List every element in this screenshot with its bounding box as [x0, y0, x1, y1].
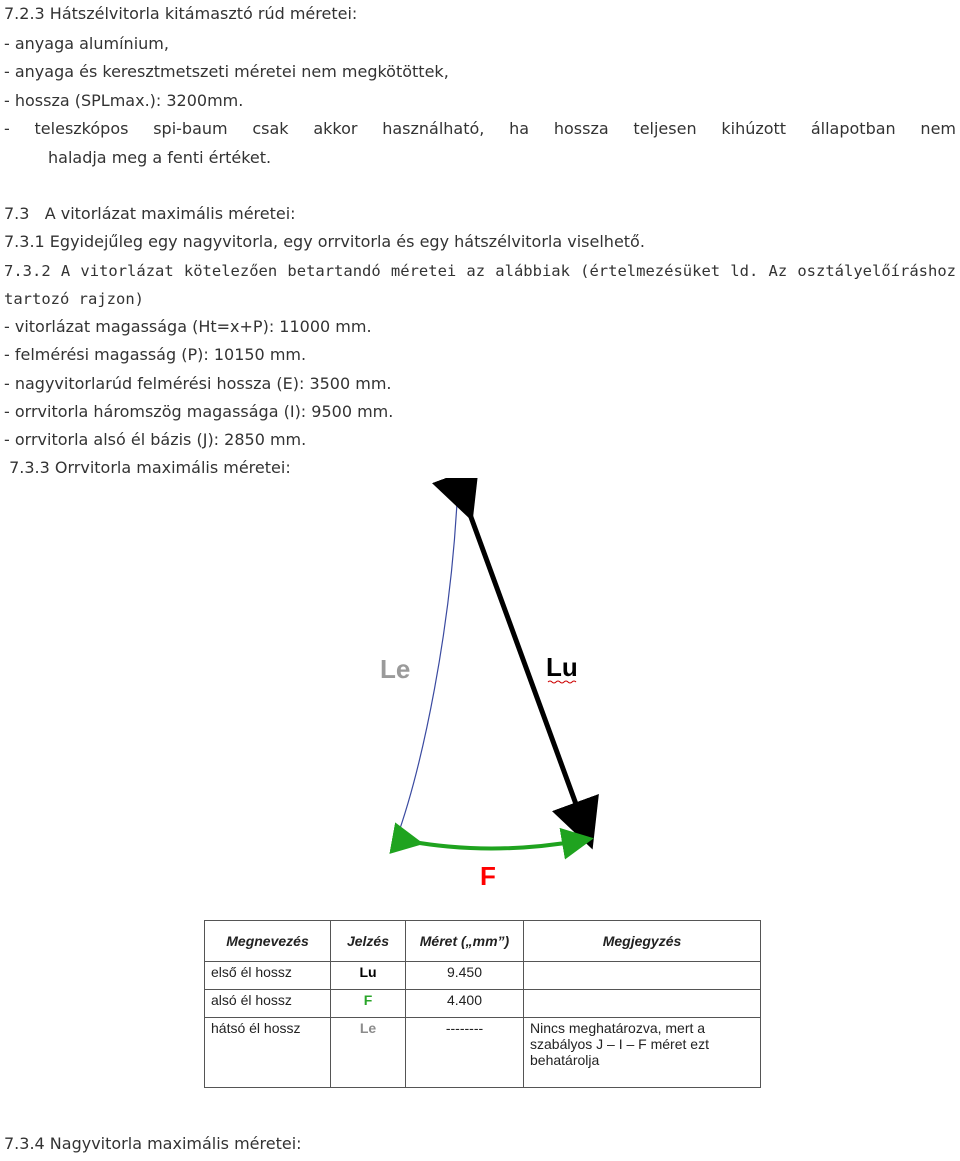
table-row: [205, 962, 761, 990]
line-732-cont: tartozó rajzon): [4, 290, 144, 308]
table-row: [205, 989, 761, 1017]
line-telescopic: - teleszkópos spi-baum csak akkor használható, ha hossza teljesen kihúzott állapotban nem: [4, 119, 956, 138]
th-symbol: Jelzés: [331, 921, 406, 962]
line-731: 7.3.1 Egyidejűleg egy nagyvitorla, egy orrvitorla és egy hátszélvitorla viselhető.: [4, 232, 645, 251]
cell-note: Nincs meghatározva, mert a szabályos J – I – F méret ezt behatárolja: [524, 1017, 761, 1087]
cell-size: 4.400: [406, 989, 524, 1017]
f-arrow: [408, 841, 578, 849]
cell-symbol: Lu: [331, 962, 406, 990]
cell-note: [524, 989, 761, 1017]
cell-size: --------: [406, 1017, 524, 1087]
cell-name: hátsó él hossz: [205, 1017, 331, 1087]
line-foot-base: - orrvitorla alsó él bázis (J): 2850 mm.: [4, 430, 307, 449]
th-size: Méret („mm”): [406, 921, 524, 962]
cell-note: [524, 962, 761, 990]
th-note: Megjegyzés: [524, 921, 761, 962]
jib-dimensions-table: [204, 920, 761, 1088]
cell-size: 9.450: [406, 962, 524, 990]
cell-name: első él hossz: [205, 962, 331, 990]
line-material-dims: - anyaga és keresztmetszeti méretei nem megkötöttek,: [4, 62, 449, 81]
table-header-row: [205, 921, 761, 962]
line-survey-height: - felmérési magasság (P): 10150 mm.: [4, 345, 307, 364]
jib-diagram: [360, 478, 610, 898]
cell-symbol: Le: [331, 1017, 406, 1087]
line-723-title: 7.2.3 Hátszélvitorla kitámasztó rúd méretei:: [4, 4, 358, 23]
label-lu: Lu: [546, 652, 578, 682]
line-material: - anyaga alumínium,: [4, 34, 169, 53]
line-732: 7.3.2 A vitorlázat kötelezően betartandó méretei az alábbiak (értelmezésüket ld. Az osztályelőíráshoz: [4, 262, 956, 280]
cell-name: alsó él hossz: [205, 989, 331, 1017]
label-le: Le: [380, 654, 411, 684]
line-fore-triangle: - orrvitorla háromszög magassága (I): 9500 mm.: [4, 402, 394, 421]
cell-symbol: F: [331, 989, 406, 1017]
line-length: - hossza (SPLmax.): 3200mm.: [4, 91, 244, 110]
line-73-title: 7.3 A vitorlázat maximális méretei:: [4, 204, 296, 223]
label-f: F: [480, 861, 496, 891]
line-734-title: 7.3.4 Nagyvitorla maximális méretei:: [4, 1134, 302, 1153]
line-telescopic-cont: haladja meg a fenti értéket.: [48, 148, 272, 167]
th-name: Megnevezés: [205, 921, 331, 962]
line-boom-length: - nagyvitorlarúd felmérési hossza (E): 3500 mm.: [4, 374, 392, 393]
line-rig-height: - vitorlázat magassága (Ht=x+P): 11000 mm.: [4, 317, 372, 336]
line-733-title: 7.3.3 Orrvitorla maximális méretei:: [4, 458, 291, 477]
table-row: [205, 1017, 761, 1087]
